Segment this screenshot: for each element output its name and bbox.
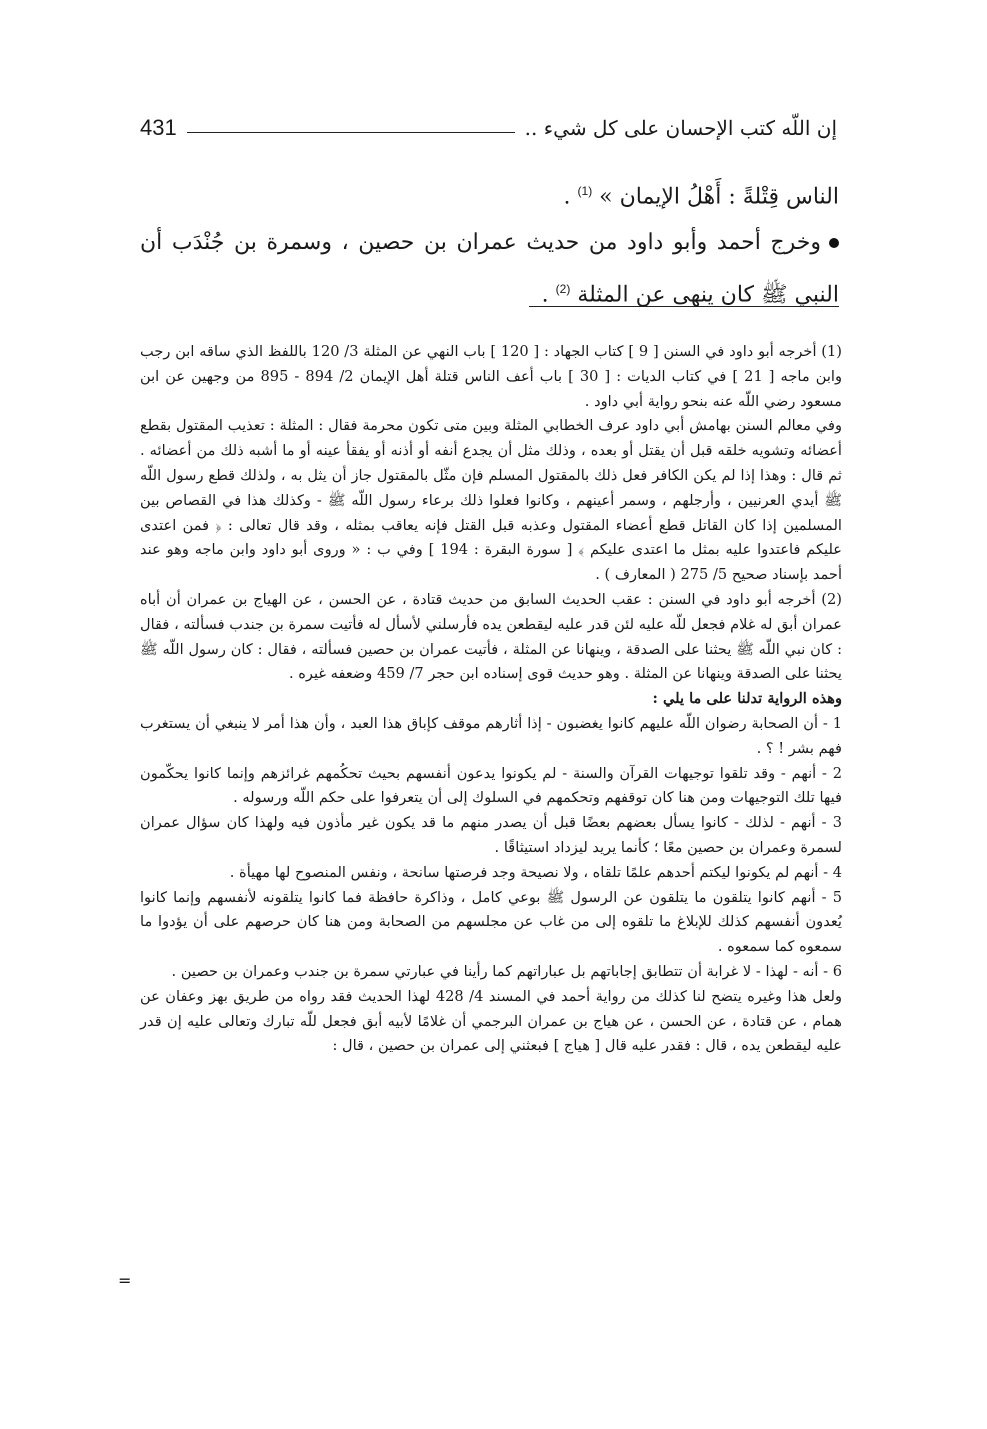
footnote-point-3: 3 - أنهم - لذلك - كانوا يسأل بعضهم بعضًا قبل أن يصدر منهم ما قد يكون غير مأذون فيه ولهذا كان سؤال عمران لسمرة وعمران بن حصين معًا ؛ كأنما يريد ليزداد استيثاقًا . <box>140 814 842 856</box>
page-number: 431 <box>140 115 177 140</box>
main-text <box>140 168 839 319</box>
footnote-paragraph: ولعل هذا وغيره يتضح لنا كذلك من رواية أحمد في المسند 4/ 428 لهذا الحديث فقد رواه من طريق بهز وعفان عن همام ، عن قتادة ، عن الحسن ، عن هياج بن عمران البرجمي أن غلامًا لأبيه أبق فجعل للّه تبارك وتعالى عليه إن قدر عليه ليقطعن يده ، قال : فقدر عليه قال [ هياج ] فبعثني إلى عمران بن حصين ، قال : <box>140 987 842 1055</box>
main-line-1: الناس قِتْلةً : أَهْلُ الإيمان » $^{(1)}$ . <box>563 184 839 210</box>
footnote-ref-2: (2) <box>555 282 571 297</box>
footnote-point-2: 2 - أنهم - وقد تلقوا توجيهات القرآن والسنة - لم يكونوا يدعون أنفسهم بحيث تحكُمهم غرائزهم وإنما كانوا يحكّمون فيها تلك التوجيهات ومن هنا كان توقفهم وتحكمهم في السلوك إلى أن يتعرفوا على حكم اللّه ورسوله . <box>140 764 842 807</box>
footnote-paragraph: (1) أخرجه أبو داود في السنن [ 9 ] كتاب الجهاد : [ 120 ] باب النهي عن المثلة 3/ 120 باللفظ الذي ساقه ابن رجب وابن ماجه [ 21 ] في كتاب الديات : [ 30 ] باب أعف الناس قتلة أهل الإيمان 2/ 894 - 895 من وجهين عن ابن مسعود رضي اللّه عنه بنحو رواية أبي داود . <box>140 343 842 410</box>
footnote-point-1: 1 - أن الصحابة رضوان اللّه عليهم كانوا يغضبون - إذا أثارهم موقف كإباق هذا العبد ، وأن هذا أمر لا ينبغي أن يستغرب فهم بشر ! ؟ . <box>140 714 842 757</box>
footnote-point-4: 4 - أنهم لم يكونوا ليكتم أحدهم علمًا تلقاه ، ولا نصيحة وجد فرصتها سانحة ، ونفس المنصوح لها مهيأة . <box>229 863 842 881</box>
footnote-separator <box>529 306 839 307</box>
header-title: إن اللّه كتب الإحسان على كل شيء .. <box>524 116 837 140</box>
footnote-point-6: 6 - أنه - لهذا - لا غرابة أن تتطابق إجاباتهم بل عباراتهم كما رأينا في عبارتي سمرة بن جندب وعمران بن حصين . <box>171 962 842 980</box>
bullet-icon <box>829 238 839 248</box>
footnote-paragraph: (2) أخرجه أبو داود في السنن : عقب الحديث السابق من حديث قتادة ، عن الحسن ، عن الهياج بن عمران أن أباه عمران أبق له غلام فجعل للّه عليه لئن قدر عليه ليقطعن يده فأرسلني لأسأل له فأتيت سمرة بن جندب فسألته ، فقال : كان نبي اللّه ﷺ يحثنا على الصدقة ، وينهانا عن المثلة ، فأتيت عمران بن حصين فسألته ، فقال : كان رسول اللّه ﷺ يحثنا على الصدقة وينهانا عن المثلة . وهو حديث قوى إسناده ابن حجر 7/ 459 وضعفه غيره . <box>140 590 842 683</box>
footnote-ref-1: (1) <box>577 184 593 198</box>
header-rule <box>187 132 515 133</box>
footnote-subheading: وهذه الرواية تدلنا على ما يلي : <box>652 690 842 708</box>
main-paragraph-2: وخرج أحمد وأبو داود من حديث عمران بن حصين ، وسمرة بن جُنْدَب أن النبي ﷺ كان ينهى عن المثلة $^{(2)}$ . <box>140 230 839 308</box>
continuation-mark: = <box>118 1271 132 1290</box>
footnote-point-5: 5 - أنهم كانوا يتلقون ما يتلقون عن الرسول ﷺ بوعي كامل ، وذاكرة حافظة فما كانوا يتلقونه لأنفسهم وإنما كانوا يُعدون أنفسهم كذلك للإبلاغ ما تلقوه إلى من غاب عن مجلسهم من الصحابة ومن هنا كان حرصهم على أن يؤدوا ما سمعوه كما سمعوه . <box>140 888 842 956</box>
footnotes <box>140 340 842 1059</box>
running-header <box>140 112 837 144</box>
footnote-paragraph: وفي معالم السنن بهامش أبي داود عرف الخطابي المثلة وبين متى تكون محرمة فقال : المثلة : تعذيب المقتول بقطع أعضائه وتشويه خلقه قبل أن يقتل أو بعده ، وذلك مثل أن يجدع أنفه أو أذنه أو يفقأ عينه أو ما أشبه ذلك من أعضائه . ثم قال : وهذا إذا لم يكن الكافر فعل ذلك بالمقتول المسلم فإن مثّل بالمقتول جاز أن يثل به ، ولذلك قطع رسول اللّه ﷺ أيدي العرنيين ، وأرجلهم ، وسمر أعينهم ، وكانوا فعلوا ذلك برعاء رسول اللّه ﷺ - وكذلك هذا في القصاص بين المسلمين إذا كان القاتل قطع أعضاء المقتول وعذبه قبل القتل فإنه يعاقب بمثله ، وقد قال تعالى : ﴿ فمن اعتدى عليكم فاعتدوا عليه بمثل ما اعتدى عليكم ﴾ [ سورة البقرة : 194 ] وفي ب : « وروى أبو داود وابن ماجه وهو عند أحمد بإسناد صحيح 5/ 275 ( المعارف ) . <box>140 417 842 584</box>
